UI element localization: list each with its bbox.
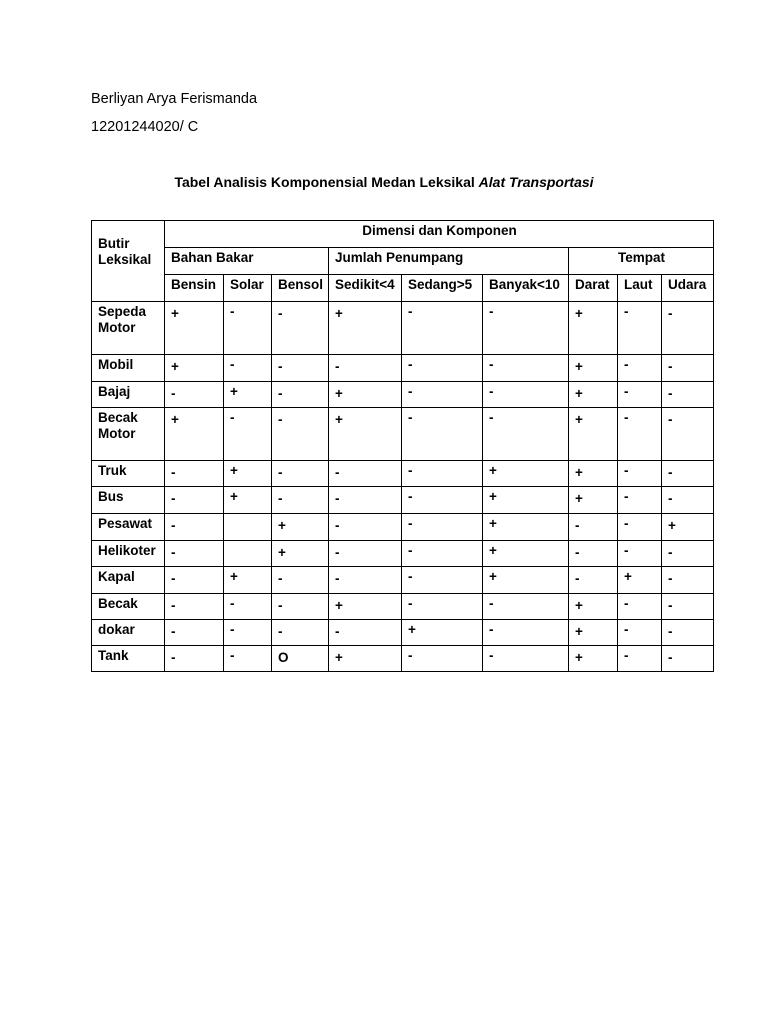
lexical-item-line1: Becak <box>98 596 138 611</box>
lexical-item-cell <box>92 594 165 620</box>
component-value-cell <box>224 541 272 567</box>
component-value-cell: - <box>402 302 483 355</box>
lexical-item-line1: Bajaj <box>98 384 131 399</box>
component-value-cell: - <box>569 541 618 567</box>
component-value-cell: - <box>224 646 272 672</box>
component-value-cell: - <box>662 487 714 514</box>
lexical-item-line1: Becak <box>98 410 138 425</box>
component-value-cell: - <box>224 594 272 620</box>
lexical-item-cell <box>92 382 165 408</box>
component-value-cell: - <box>165 461 224 487</box>
table-row <box>92 514 714 541</box>
component-value-cell: - <box>618 487 662 514</box>
component-value-cell: + <box>569 408 618 461</box>
group-header-passengers: Jumlah Penumpang <box>329 248 569 275</box>
component-value-cell: - <box>569 567 618 594</box>
table-row <box>92 541 714 567</box>
component-value-cell: + <box>483 541 569 567</box>
component-value-cell: - <box>618 514 662 541</box>
component-value-cell: + <box>662 514 714 541</box>
component-value-cell: - <box>165 541 224 567</box>
component-value-cell: - <box>224 302 272 355</box>
row-header-line2: Leksikal <box>98 252 152 267</box>
component-value-cell: - <box>483 302 569 355</box>
component-value-cell: - <box>272 620 329 646</box>
component-value-cell: - <box>165 594 224 620</box>
lexical-item-line1: Truk <box>98 463 127 478</box>
dimension-header: Dimensi dan Komponen <box>165 221 714 248</box>
component-value-cell: + <box>569 302 618 355</box>
table-row <box>92 355 714 382</box>
component-value-cell: + <box>569 487 618 514</box>
component-value-cell: + <box>569 355 618 382</box>
component-value-cell: - <box>618 302 662 355</box>
component-value-cell: - <box>165 567 224 594</box>
component-value-cell: + <box>224 567 272 594</box>
table-row <box>92 567 714 594</box>
lexical-item-line1: Helikoter <box>98 543 156 558</box>
component-value-cell: - <box>272 408 329 461</box>
component-value-cell: - <box>618 461 662 487</box>
component-value-cell: - <box>224 355 272 382</box>
component-value-cell: - <box>569 514 618 541</box>
component-value-cell <box>224 514 272 541</box>
component-value-cell: - <box>272 461 329 487</box>
lexical-item-cell <box>92 541 165 567</box>
column-header: Banyak<10 <box>483 275 569 302</box>
component-value-cell: + <box>569 461 618 487</box>
lexical-item-cell <box>92 567 165 594</box>
column-header: Bensol <box>272 275 329 302</box>
component-value-cell: - <box>402 514 483 541</box>
group-header-place: Tempat <box>569 248 714 275</box>
component-value-cell: - <box>662 594 714 620</box>
component-value-cell: - <box>329 541 402 567</box>
component-value-cell: - <box>402 487 483 514</box>
column-header: Solar <box>224 275 272 302</box>
analysis-table <box>91 220 714 672</box>
table-row <box>92 620 714 646</box>
component-value-cell: + <box>329 382 402 408</box>
component-value-cell: - <box>402 646 483 672</box>
lexical-item-cell <box>92 302 165 355</box>
column-header: Sedikit<4 <box>329 275 402 302</box>
component-value-cell: - <box>483 408 569 461</box>
lexical-item-cell <box>92 355 165 382</box>
title-italic: Alat Transportasi <box>478 174 594 190</box>
component-value-cell: - <box>402 461 483 487</box>
lexical-item-line1: Mobil <box>98 357 134 372</box>
component-value-cell: - <box>272 382 329 408</box>
component-value-cell: - <box>662 567 714 594</box>
header-row-columns <box>92 275 714 302</box>
component-value-cell: - <box>662 646 714 672</box>
component-value-cell: + <box>569 594 618 620</box>
component-value-cell: + <box>569 646 618 672</box>
component-value-cell: + <box>165 408 224 461</box>
component-value-cell: - <box>483 355 569 382</box>
lexical-item-cell <box>92 646 165 672</box>
component-value-cell: - <box>402 382 483 408</box>
component-value-cell: + <box>329 408 402 461</box>
table-row <box>92 487 714 514</box>
component-value-cell: - <box>662 382 714 408</box>
component-value-cell: + <box>483 567 569 594</box>
component-value-cell: + <box>569 620 618 646</box>
table-row <box>92 646 714 672</box>
table-row <box>92 594 714 620</box>
component-value-cell: - <box>662 355 714 382</box>
component-value-cell: - <box>618 355 662 382</box>
component-value-cell: - <box>662 620 714 646</box>
lexical-item-cell <box>92 620 165 646</box>
table-row <box>92 302 714 355</box>
component-value-cell: + <box>483 487 569 514</box>
component-value-cell: - <box>329 355 402 382</box>
component-value-cell: - <box>662 461 714 487</box>
row-header-cell <box>92 221 165 302</box>
component-value-cell: - <box>618 382 662 408</box>
component-value-cell: - <box>402 541 483 567</box>
component-value-cell: - <box>402 408 483 461</box>
lexical-item-cell <box>92 514 165 541</box>
lexical-item-line1: Bus <box>98 489 124 504</box>
component-value-cell: - <box>618 646 662 672</box>
author-name: Berliyan Arya Ferismanda <box>91 91 258 107</box>
lexical-item-line1: Tank <box>98 648 129 663</box>
component-value-cell: - <box>165 487 224 514</box>
component-value-cell: - <box>272 567 329 594</box>
component-value-cell: - <box>329 514 402 541</box>
component-value-cell: - <box>329 620 402 646</box>
header-row-groups <box>92 248 714 275</box>
component-value-cell: - <box>272 594 329 620</box>
component-value-cell: + <box>329 646 402 672</box>
lexical-item-line2: Motor <box>98 426 136 441</box>
component-value-cell: - <box>165 620 224 646</box>
component-value-cell: - <box>165 382 224 408</box>
component-value-cell: - <box>165 646 224 672</box>
component-value-cell: + <box>569 382 618 408</box>
component-value-cell: + <box>165 355 224 382</box>
component-value-cell: - <box>272 355 329 382</box>
component-value-cell: + <box>272 514 329 541</box>
column-header: Bensin <box>165 275 224 302</box>
component-value-cell: - <box>483 382 569 408</box>
column-header: Udara <box>662 275 714 302</box>
component-value-cell: - <box>662 302 714 355</box>
lexical-item-line1: Pesawat <box>98 516 153 531</box>
component-value-cell: - <box>618 541 662 567</box>
table-row <box>92 461 714 487</box>
component-value-cell: + <box>224 487 272 514</box>
row-header-line1: Butir <box>98 236 130 251</box>
component-value-cell: - <box>272 302 329 355</box>
group-header-fuel: Bahan Bakar <box>165 248 329 275</box>
column-header: Sedang>5 <box>402 275 483 302</box>
lexical-item-line1: Kapal <box>98 569 135 584</box>
component-value-cell: + <box>483 514 569 541</box>
lexical-item-cell <box>92 461 165 487</box>
component-value-cell: - <box>618 620 662 646</box>
component-value-cell: - <box>618 408 662 461</box>
component-value-cell: - <box>224 408 272 461</box>
table-body <box>92 221 714 672</box>
lexical-item-line1: dokar <box>98 622 135 637</box>
title-main: Tabel Analisis Komponensial Medan Leksikal <box>174 174 475 190</box>
component-value-cell: - <box>165 514 224 541</box>
component-value-cell: - <box>272 487 329 514</box>
component-value-cell: - <box>483 620 569 646</box>
component-value-cell: - <box>618 594 662 620</box>
component-value-cell: + <box>329 302 402 355</box>
table-row <box>92 408 714 461</box>
component-value-cell: + <box>483 461 569 487</box>
lexical-item-line2: Motor <box>98 320 136 335</box>
component-value-cell: - <box>329 461 402 487</box>
component-value-cell: - <box>402 355 483 382</box>
component-value-cell: + <box>329 594 402 620</box>
student-id: 12201244020/ C <box>91 119 199 135</box>
component-value-cell: O <box>272 646 329 672</box>
component-value-cell: - <box>662 408 714 461</box>
table-title <box>0 174 768 190</box>
column-header: Laut <box>618 275 662 302</box>
component-value-cell: - <box>662 541 714 567</box>
component-value-cell: - <box>483 646 569 672</box>
component-value-cell: - <box>329 487 402 514</box>
component-value-cell: + <box>618 567 662 594</box>
component-value-cell: + <box>165 302 224 355</box>
component-value-cell: - <box>224 620 272 646</box>
component-value-cell: + <box>402 620 483 646</box>
component-value-cell: - <box>402 594 483 620</box>
component-value-cell: - <box>483 594 569 620</box>
column-header: Darat <box>569 275 618 302</box>
component-value-cell: + <box>272 541 329 567</box>
header-row-dimension <box>92 221 714 248</box>
component-value-cell: - <box>329 567 402 594</box>
component-value-cell: + <box>224 461 272 487</box>
component-value-cell: - <box>402 567 483 594</box>
component-value-cell: + <box>224 382 272 408</box>
lexical-item-cell <box>92 408 165 461</box>
lexical-item-line1: Sepeda <box>98 304 147 319</box>
lexical-item-cell <box>92 487 165 514</box>
table-row <box>92 382 714 408</box>
